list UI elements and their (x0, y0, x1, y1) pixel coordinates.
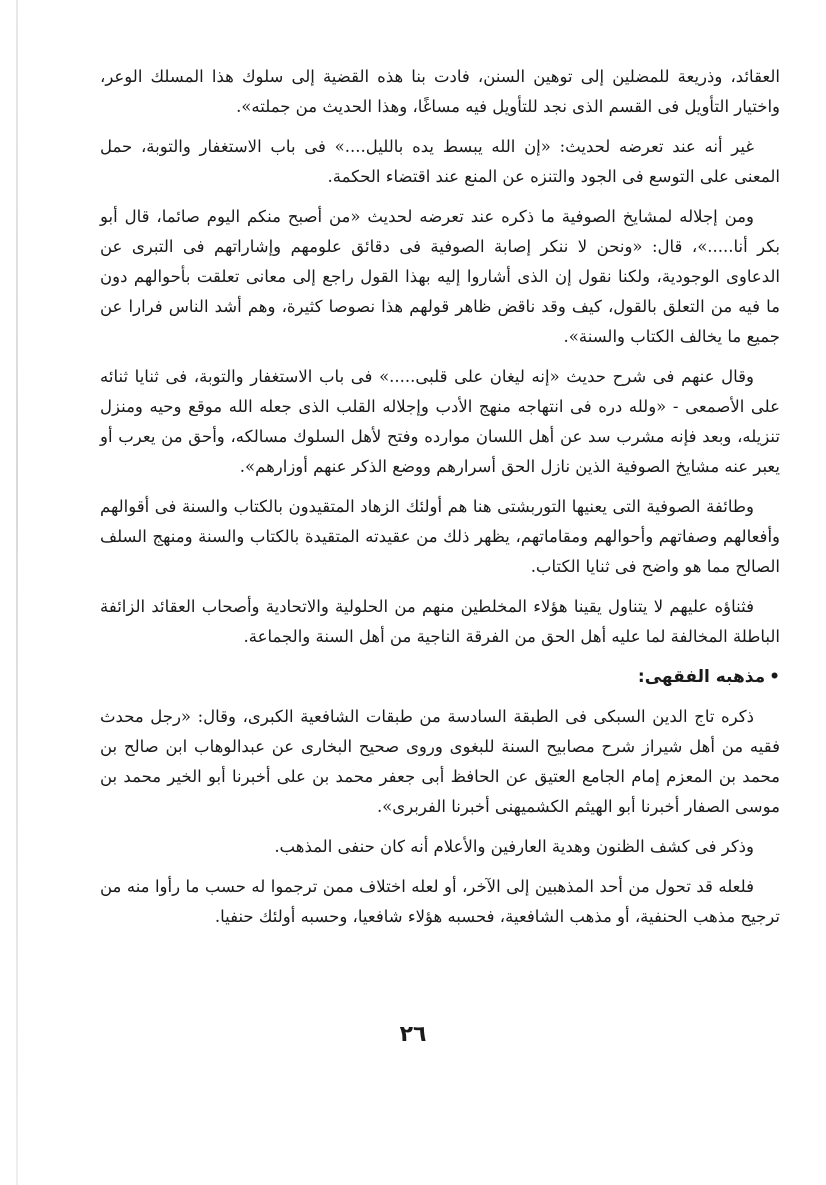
paragraph-4: وقال عنهم فى شرح حديث «إنه ليغان على قلبى.....» فى باب الاستغفار والتوبة، فى ثنايا ثنائه على الأصمعى - «ولله دره فى انتهاجه منهج الأدب وإجلاله القلب الذى جعله الله موقع وحيه ومنزل تنزيله، وبعد فإنه مشرب سد عن أهل اللسان موارده وفتح لأهل السلوك مسالكه، وأحق من يعرب أو يعبر عنه مشايخ الصوفية الذين نازل الحق أسرارهم ووضع الذكر عنهم أوزارهم». (100, 367, 780, 476)
paragraph-3: ومن إجلاله لمشايخ الصوفية ما ذكره عند تعرضه لحديث «من أصبح منكم اليوم صائما، قال أبو بكر أنا.....»، قال: «ونحن لا ننكر إصابة الصوفية فى دقائق علومهم وإشاراتهم فى التبرى عن الدعاوى الوجودية، ولكنا نقول إن الذى أشاروا إليه بهذا القول راجع إلى معانى تعلقت بأحوالهم دون ما فيه من التعلق بالقول، كيف وقد ناقض ظاهر قولهم هذا نصوصا كثيرة، وهم أشد الناس فرارا عن جميع ما يخالف الكتاب والسنة». (100, 207, 780, 346)
scan-edge-line (16, 0, 18, 1185)
document-page (100, 62, 780, 942)
paragraph-7: ذكره تاج الدين السبكى فى الطبقة السادسة من طبقات الشافعية الكبرى، وقال: «رجل محدث فقيه من أهل شيراز شرح مصابيح السنة للبغوى وروى صحيح البخارى عن عبدالوهاب ابن صالح بن محمد بن المعزم إمام الجامع العتيق عن الحافظ أبى جعفر محمد بن على أخبرنا أبو الخير محمد بن موسى الصفار أخبرنا أبو الهيثم الكشميهنى أخبرنا الفربرى». (100, 707, 780, 816)
paragraph-1: العقائد، وذريعة للمضلين إلى توهين السنن، فادت بنا هذه القضية إلى سلوك هذا المسلك الوعر، واختيار التأويل فى القسم الذى نجد للتأويل فيه مساغًا، وهذا الحديث من جملته». (100, 67, 780, 116)
paragraph-5: وطائفة الصوفية التى يعنيها التوربشتى هنا هم أولئك الزهاد المتقيدون بالكتاب والسنة فى أقوالهم وأفعالهم وصفاتهم وأحوالهم ومقاماتهم، يظهر ذلك من عقيدته المتقيدة بالكتاب والسنة ومنهج السلف الصالح مما هو واضح فى ثنايا الكتاب. (100, 497, 780, 576)
paragraph-8: وذكر فى كشف الظنون وهدية العارفين والأعلام أنه كان حنفى المذهب. (274, 837, 754, 856)
heading-bullet: • (769, 667, 780, 687)
heading-label: مذهبه الفقهى: (637, 667, 766, 687)
page-number: ٢٦ (399, 1022, 427, 1047)
paragraph-2: غير أنه عند تعرضه لحديث: «إن الله يبسط يده بالليل....» فى باب الاستغفار والتوبة، حمل المعنى على التوسع فى الجود والتنزه عن المنع عند اقتضاء الحكمة. (100, 137, 780, 186)
paragraph-6: فثناؤه عليهم لا يتناول يقينا هؤلاء المخلطين منهم من الحلولية والاتحادية وأصحاب العقائد الزائفة الباطلة المخالفة لما عليه أهل الحق من الفرقة الناجية من أهل السنة والجماعة. (100, 597, 780, 646)
section-heading (100, 662, 780, 692)
paragraph-9: فلعله قد تحول من أحد المذهبين إلى الآخر، أو لعله اختلاف ممن ترجموا له حسب ما رأوا منه من ترجيح مذهب الحنفية، أو مذهب الشافعية، فحسبه هؤلاء شافعيا، وحسبه أولئك حنفيا. (100, 877, 780, 926)
